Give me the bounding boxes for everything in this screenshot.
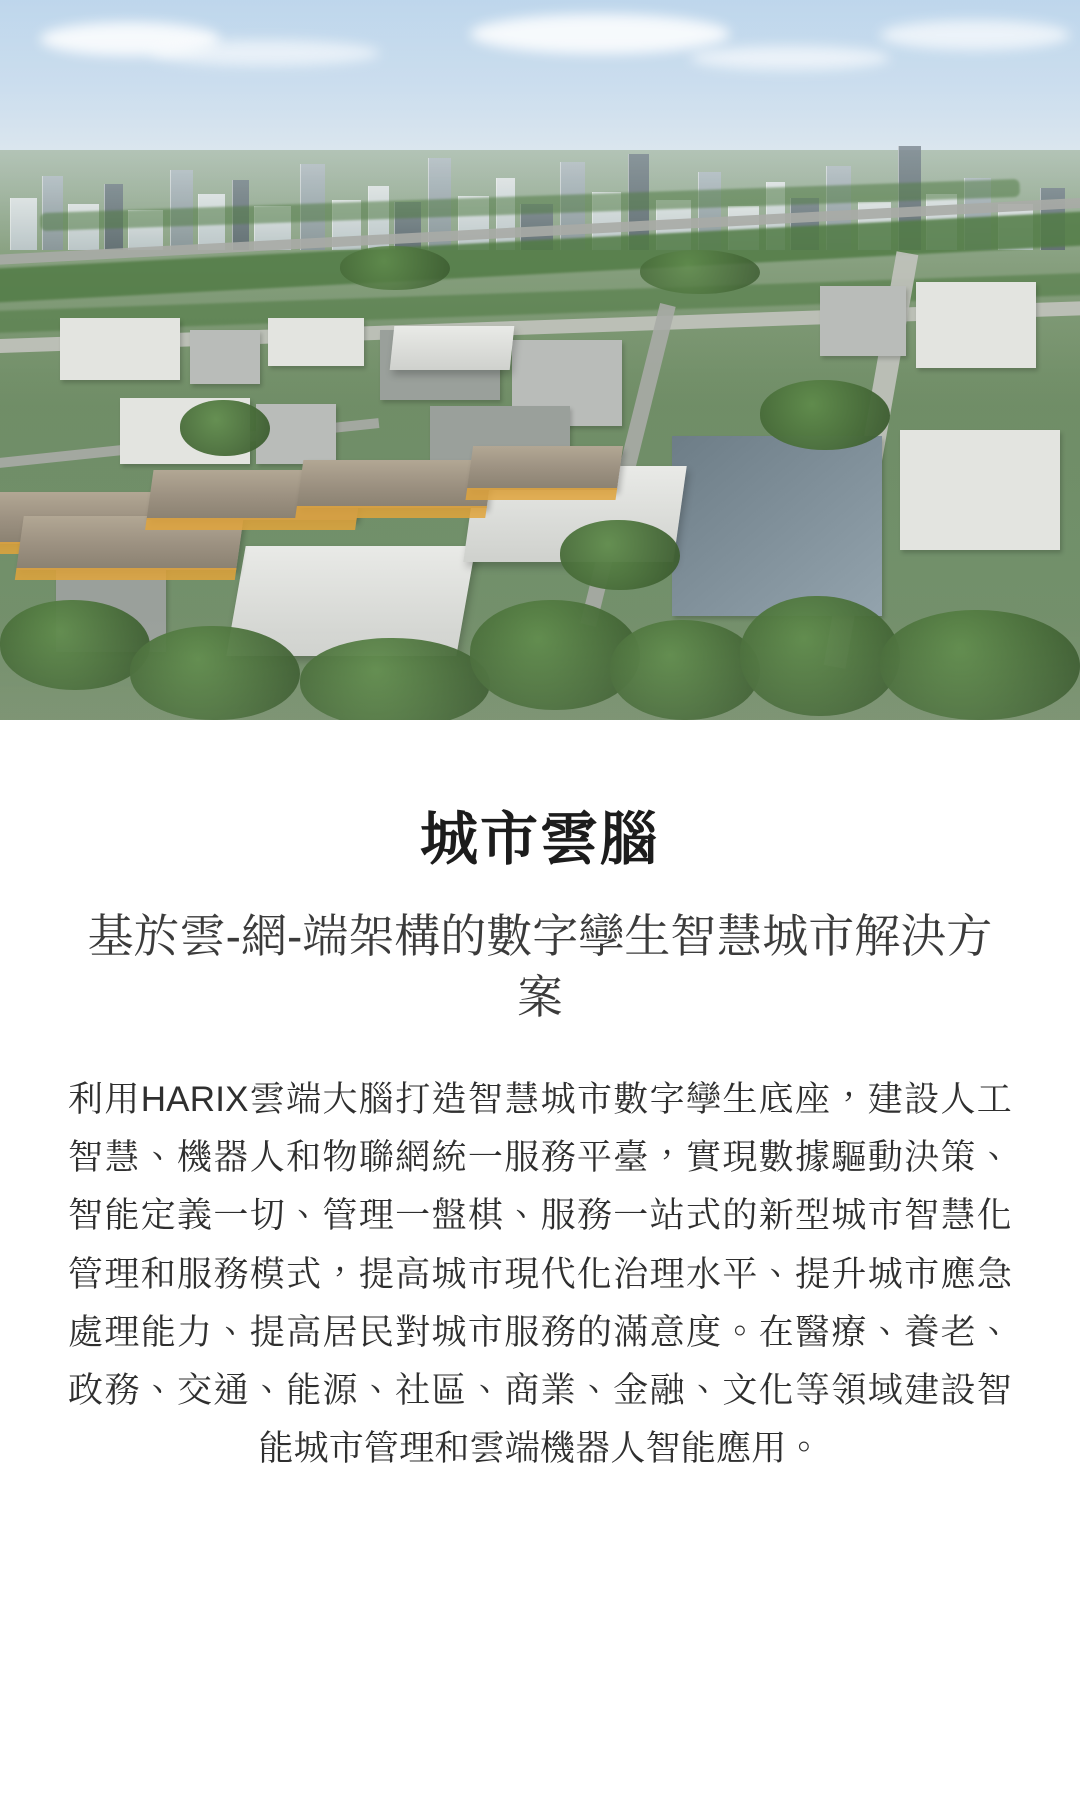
building-block bbox=[268, 318, 364, 366]
tree-cluster bbox=[880, 610, 1080, 720]
building-block bbox=[672, 436, 882, 616]
cloud-shape bbox=[690, 46, 890, 70]
tree-cluster bbox=[0, 600, 150, 690]
building-block bbox=[60, 318, 180, 380]
shed-building bbox=[467, 446, 623, 490]
hero-image bbox=[0, 0, 1080, 720]
article-content bbox=[0, 720, 1080, 1478]
cloud-shape bbox=[880, 20, 1070, 50]
page-title: 城市雲腦 bbox=[419, 807, 660, 872]
tree-cluster bbox=[740, 596, 900, 716]
tree-cluster bbox=[180, 400, 270, 456]
building-block bbox=[820, 286, 906, 356]
tree-cluster bbox=[560, 520, 680, 590]
building-block bbox=[900, 430, 1060, 550]
body-paragraph: 利用HARIX雲端大腦打造智慧城市數字孿生底座，建設人工智慧、機器人和物聯網統一服務平臺，實現數據驅動決策、智能定義一切、管理一盤棋、服務一站式的新型城市智慧化管理和服務模式，提高城市現代化治理水平、提升城市應急處理能力、提高居民對城市服務的滿意度。在醫療、養老、政務、交通、能源、社區、商業、金融、文化等領域建設智能城市管理和雲端機器人智能應用。 bbox=[68, 1080, 1012, 1468]
building-block bbox=[916, 282, 1036, 368]
shed-building bbox=[297, 460, 494, 508]
tree-cluster bbox=[760, 380, 890, 450]
tree-cluster bbox=[130, 626, 300, 720]
tree-cluster bbox=[640, 250, 760, 294]
cloud-shape bbox=[470, 14, 730, 54]
cloud-shape bbox=[150, 40, 380, 66]
building-block bbox=[190, 330, 260, 384]
page-subtitle: 基於雲-網-端架構的數字孿生智慧城市解決方案 bbox=[87, 909, 993, 1023]
warehouse-roof bbox=[390, 326, 515, 370]
tree-cluster bbox=[610, 620, 760, 720]
tree-cluster bbox=[340, 246, 450, 290]
